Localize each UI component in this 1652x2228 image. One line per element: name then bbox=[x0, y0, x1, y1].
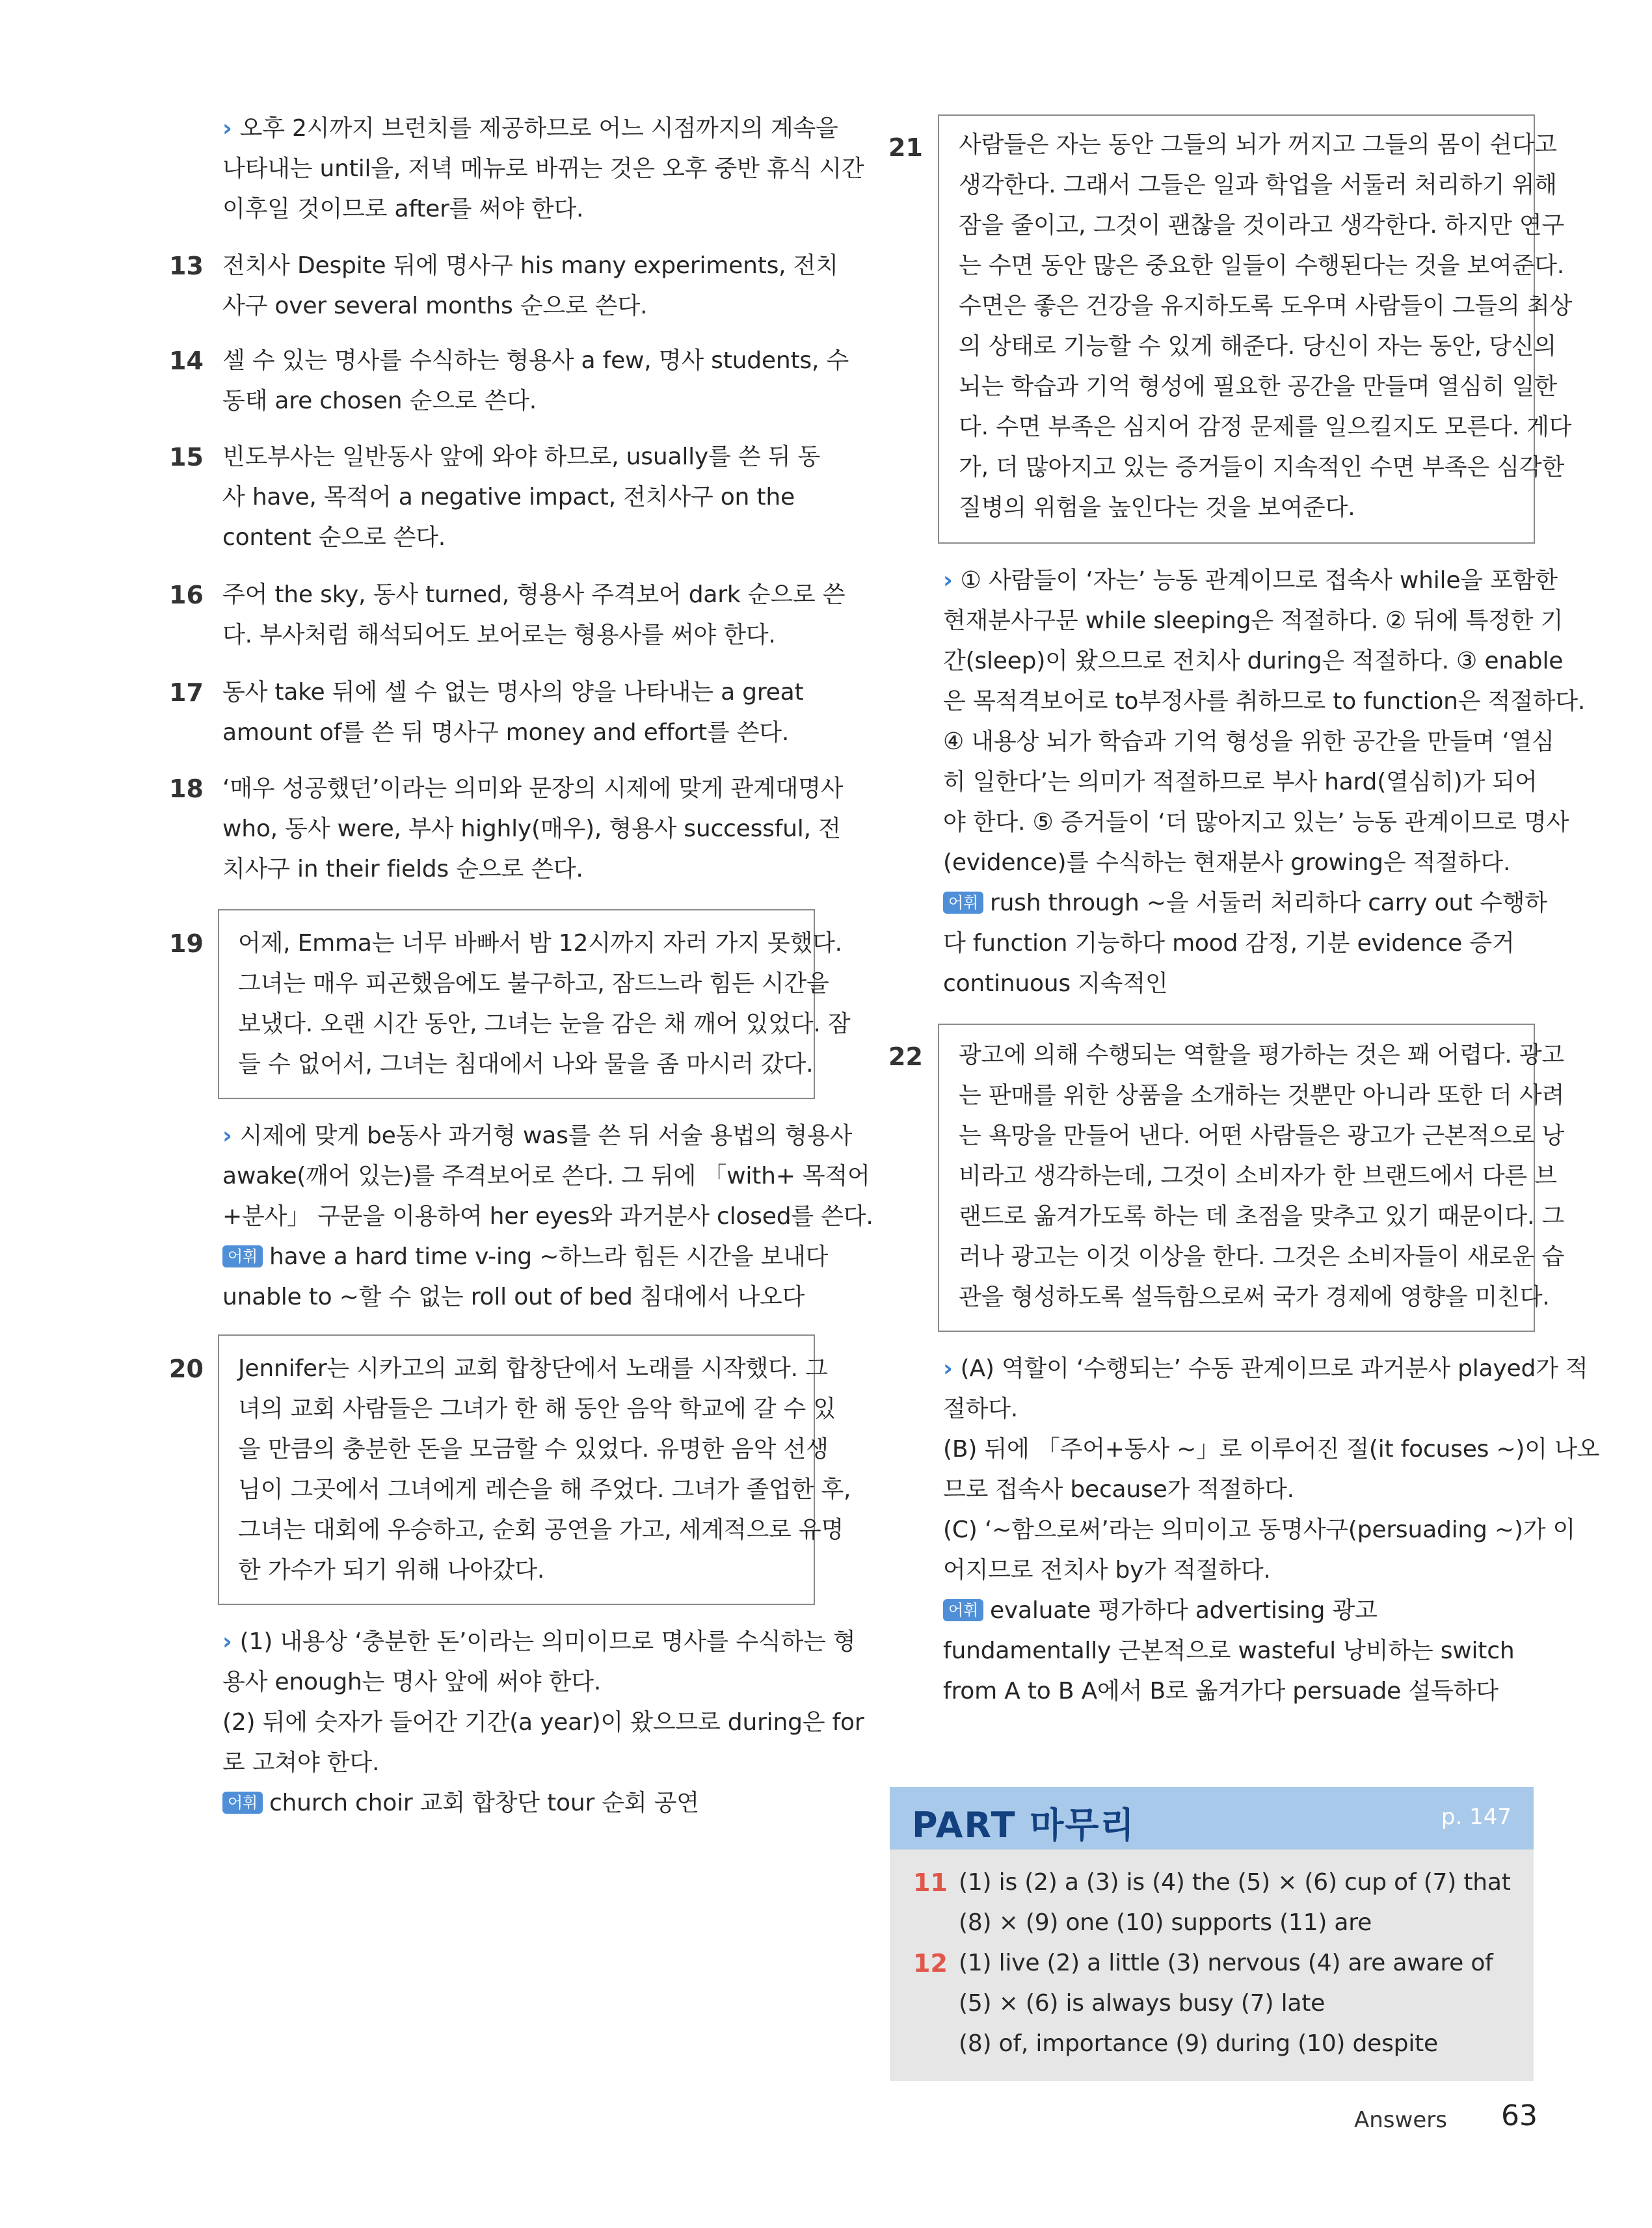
translation-line: 는 판매를 위한 상품을 소개하는 것뿐만 아니라 또한 더 사려 bbox=[959, 1082, 1565, 1109]
item-line: 동태 are chosen 순으로 쓴다. bbox=[222, 388, 537, 414]
translation-line: 녀의 교회 사람들은 그녀가 한 해 동안 음악 학교에 갈 수 있 bbox=[238, 1396, 836, 1422]
explanation-line: (B) 뒤에 「주어+동사 ~」로 이루어진 절(it focuses ~)이 나오 bbox=[943, 1436, 1600, 1463]
translation-line: 러나 광고는 이것 이상을 한다. 그것은 소비자들이 새로운 습 bbox=[959, 1243, 1565, 1270]
part-review-title: PART 마무리 bbox=[912, 1805, 1136, 1846]
translation-line: 수면은 좋은 건강을 유지하도록 도우며 사람들이 그들의 최상 bbox=[959, 293, 1573, 319]
explanation-line: 므로 접속사 because가 적절하다. bbox=[943, 1476, 1294, 1503]
item-line: 사 have, 목적어 a negative impact, 전치사구 on the bbox=[222, 484, 795, 511]
chevron-right-icon: › bbox=[943, 567, 953, 594]
vocab-line: continuous 지속적인 bbox=[943, 970, 1168, 997]
vocab-badge: 어휘 bbox=[222, 1792, 263, 1814]
page-number: 63 bbox=[1501, 2099, 1538, 2132]
vocab-line: 어휘 evaluate 평가하다 advertising 광고 bbox=[943, 1591, 1378, 1631]
vocab-line: unable to ~할 수 없는 roll out of bed 침대에서 나오다 bbox=[222, 1284, 805, 1310]
translation-line: 가, 더 많아지고 있는 증거들이 지속적인 수면 부족은 심각한 bbox=[959, 454, 1565, 481]
footer-section-label: Answers bbox=[1354, 2107, 1447, 2133]
item-line: 셀 수 있는 명사를 수식하는 형용사 a few, 명사 students, 수 bbox=[222, 347, 849, 374]
item-line: 치사구 in their fields 순으로 쓴다. bbox=[222, 856, 583, 882]
translation-line: 그녀는 매우 피곤했음에도 불구하고, 잠드느라 힘든 시간을 bbox=[238, 970, 829, 997]
vocab-badge: 어휘 bbox=[943, 892, 983, 914]
translation-line: 광고에 의해 수행되는 역할을 평가하는 것은 꽤 어렵다. 광고 bbox=[959, 1042, 1565, 1068]
explanation-line: › (1) 내용상 ‘충분한 돈’이라는 의미이므로 명사를 수식하는 형 bbox=[222, 1628, 856, 1655]
cont-line-1: › 오후 2시까지 브런치를 제공하므로 어느 시점까지의 계속을 bbox=[222, 115, 838, 142]
chevron-right-icon: › bbox=[943, 1355, 953, 1382]
part-review-page-ref: p. 147 bbox=[1441, 1804, 1512, 1830]
translation-line: 한 가수가 되기 위해 나아갔다. bbox=[238, 1557, 545, 1584]
translation-line: Jennifer는 시카고의 교회 합창단에서 노래를 시작했다. 그 bbox=[238, 1355, 828, 1382]
chevron-right-icon: › bbox=[222, 115, 232, 142]
answer-number: 12 bbox=[913, 1949, 948, 1978]
translation-line: 다. 수면 부족은 심지어 감정 문제를 일으킬지도 모른다. 게다 bbox=[959, 414, 1572, 440]
item-number: 14 bbox=[169, 347, 204, 375]
item-line: 주어 the sky, 동사 turned, 형용사 주격보어 dark 순으로 쓴 bbox=[222, 581, 846, 608]
explanation-line: › 시제에 맞게 be동사 과거형 was를 쓴 뒤 서술 용법의 형용사 bbox=[222, 1122, 853, 1149]
explanation-line: › (A) 역할이 ‘수행되는’ 수동 관계이므로 과거분사 played가 적 bbox=[943, 1355, 1588, 1382]
vocab-line: fundamentally 근본적으로 wasteful 낭비하는 switch bbox=[943, 1638, 1515, 1664]
chevron-right-icon: › bbox=[222, 1122, 232, 1149]
item-number: 17 bbox=[169, 678, 204, 707]
chevron-right-icon: › bbox=[222, 1628, 232, 1655]
question-number: 22 bbox=[888, 1042, 923, 1071]
item-line: 사구 over several months 순으로 쓴다. bbox=[222, 293, 648, 319]
explanation-line: 절하다. bbox=[943, 1396, 1018, 1422]
answer-line: (8) of, importance (9) during (10) despite bbox=[959, 2030, 1438, 2057]
item-line: 동사 take 뒤에 셀 수 없는 명사의 양을 나타내는 a great bbox=[222, 679, 804, 706]
translation-line: 사람들은 자는 동안 그들의 뇌가 꺼지고 그들의 몸이 쉰다고 bbox=[959, 131, 1557, 158]
item-number: 18 bbox=[169, 775, 204, 803]
translation-line: 생각한다. 그래서 그들은 일과 학업을 서둘러 처리하기 위해 bbox=[959, 172, 1557, 198]
vocab-line: from A to B A에서 B로 옮겨가다 persuade 설득하다 bbox=[943, 1678, 1499, 1704]
part-review-answers bbox=[890, 1850, 1534, 2081]
item-number: 15 bbox=[169, 443, 204, 471]
translation-line: 뇌는 학습과 기억 형성에 필요한 공간을 만들며 열심히 일한 bbox=[959, 373, 1557, 400]
answer-line: (8) × (9) one (10) supports (11) are bbox=[959, 1909, 1372, 1936]
item-line: content 순으로 쓴다. bbox=[222, 524, 446, 551]
vocab-badge: 어휘 bbox=[222, 1245, 263, 1267]
explanation-line: +분사」 구문을 이용하여 her eyes와 과거분사 closed를 쓴다. bbox=[222, 1203, 873, 1230]
explanation-line: 로 고쳐야 한다. bbox=[222, 1749, 380, 1776]
translation-line: 랜드로 옮겨가도록 하는 데 초점을 맞추고 있기 때문이다. 그 bbox=[959, 1203, 1565, 1230]
translation-line: 의 상태로 기능할 수 있게 해준다. 당신이 자는 동안, 당신의 bbox=[959, 333, 1556, 360]
answer-line: (5) × (6) is always busy (7) late bbox=[959, 1990, 1326, 2017]
explanation-line: ④ 내용상 뇌가 학습과 기억 형성을 위한 공간을 만들며 ‘열심 bbox=[943, 728, 1554, 755]
item-line: who, 동사 were, 부사 highly(매우), 형용사 successful, 전 bbox=[222, 816, 841, 842]
translation-line: 그녀는 대회에 우승하고, 순회 공연을 가고, 세계적으로 유명 bbox=[238, 1517, 844, 1543]
part-review-header bbox=[890, 1787, 1534, 1850]
item-line: amount of를 쓴 뒤 명사구 money and effort를 쓴다. bbox=[222, 719, 790, 746]
item-line: 빈도부사는 일반동사 앞에 와야 하므로, usually를 쓴 뒤 동 bbox=[222, 444, 821, 470]
explanation-line: 야 한다. ⑤ 증거들이 ‘더 많아지고 있는’ 능동 관계이므로 명사 bbox=[943, 809, 1569, 836]
answer-line: (1) live (2) a little (3) nervous (4) are aware of bbox=[959, 1950, 1493, 1976]
item-line: ‘매우 성공했던’이라는 의미와 문장의 시제에 맞게 관계대명사 bbox=[222, 775, 844, 802]
cont-line-3: 이후일 것이므로 after를 써야 한다. bbox=[222, 196, 584, 222]
question-number: 19 bbox=[169, 929, 204, 958]
explanation-line: 은 목적격보어로 to부정사를 취하므로 to function은 적절하다. bbox=[943, 688, 1586, 715]
item-number: 13 bbox=[169, 252, 204, 280]
translation-line: 을 만큼의 충분한 돈을 모금할 수 있었다. 유명한 음악 선생 bbox=[238, 1436, 829, 1463]
vocab-line: 어휘 rush through ~을 서둘러 처리하다 carry out 수행하 bbox=[943, 883, 1547, 923]
explanation-line: (evidence)를 수식하는 현재분사 growing은 적절하다. bbox=[943, 849, 1511, 876]
explanation-line: 용사 enough는 명사 앞에 써야 한다. bbox=[222, 1669, 602, 1695]
item-line: 전치사 Despite 뒤에 명사구 his many experiments, 전치 bbox=[222, 252, 838, 279]
vocab-line: 다 function 기능하다 mood 감정, 기분 evidence 증거 bbox=[943, 930, 1515, 957]
explanation-line: (2) 뒤에 숫자가 들어간 기간(a year)이 왔으므로 during은 for bbox=[222, 1709, 864, 1736]
vocab-badge: 어휘 bbox=[943, 1599, 983, 1621]
translation-line: 들 수 없어서, 그녀는 침대에서 나와 물을 좀 마시러 갔다. bbox=[238, 1051, 814, 1078]
answer-number: 11 bbox=[913, 1868, 948, 1897]
translation-line: 잠을 줄이고, 그것이 괜찮을 것이라고 생각한다. 하지만 연구 bbox=[959, 212, 1565, 239]
vocab-line: 어휘 have a hard time v-ing ~하느라 힘든 시간을 보내다 bbox=[222, 1237, 828, 1277]
translation-line: 는 수면 동안 많은 중요한 일들이 수행된다는 것을 보여준다. bbox=[959, 252, 1565, 279]
translation-line: 보냈다. 오랜 시간 동안, 그녀는 눈을 감은 채 깨어 있었다. 잠 bbox=[238, 1011, 851, 1037]
translation-line: 는 욕망을 만들어 낸다. 어떤 사람들은 광고가 근본적으로 낭 bbox=[959, 1122, 1565, 1149]
question-number: 20 bbox=[169, 1355, 204, 1383]
answer-line: (1) is (2) a (3) is (4) the (5) × (6) cup of (7) that bbox=[959, 1869, 1511, 1896]
question-number: 21 bbox=[888, 133, 923, 162]
explanation-line: awake(깨어 있는)를 주격보어로 쓴다. 그 뒤에 「with+ 목적어 bbox=[222, 1163, 870, 1189]
translation-line: 어제, Emma는 너무 바빠서 밤 12시까지 자러 가지 못했다. bbox=[238, 930, 842, 957]
translation-line: 관을 형성하도록 설득함으로써 국가 경제에 영향을 미친다. bbox=[959, 1284, 1550, 1310]
translation-line: 비라고 생각하는데, 그것이 소비자가 한 브랜드에서 다른 브 bbox=[959, 1163, 1557, 1189]
explanation-line: 히 일한다’는 의미가 적절하므로 부사 hard(열심히)가 되어 bbox=[943, 769, 1538, 795]
explanation-line: › ① 사람들이 ‘자는’ 능동 관계이므로 접속사 while을 포함한 bbox=[943, 567, 1558, 594]
cont-line-2: 나타내는 until을, 저녁 메뉴로 바뀌는 것은 오후 중반 휴식 시간 bbox=[222, 155, 864, 182]
explanation-line: 어지므로 전치사 by가 적절하다. bbox=[943, 1557, 1271, 1584]
explanation-line: 현재분사구문 while sleeping은 적절하다. ② 뒤에 특정한 기 bbox=[943, 607, 1564, 634]
translation-line: 질병의 위험을 높인다는 것을 보여준다. bbox=[959, 494, 1355, 521]
vocab-line: 어휘 church choir 교회 합창단 tour 순회 공연 bbox=[222, 1783, 699, 1824]
item-number: 16 bbox=[169, 581, 204, 609]
explanation-line: 간(sleep)이 왔으므로 전치사 during은 적절하다. ③ enable bbox=[943, 648, 1564, 674]
item-line: 다. 부사처럼 해석되어도 보어로는 형용사를 써야 한다. bbox=[222, 622, 776, 648]
translation-line: 님이 그곳에서 그녀에게 레슨을 해 주었다. 그녀가 졸업한 후, bbox=[238, 1476, 851, 1503]
explanation-line: (C) ‘~함으로써’라는 의미이고 동명사구(persuading ~)가 이 bbox=[943, 1517, 1576, 1543]
